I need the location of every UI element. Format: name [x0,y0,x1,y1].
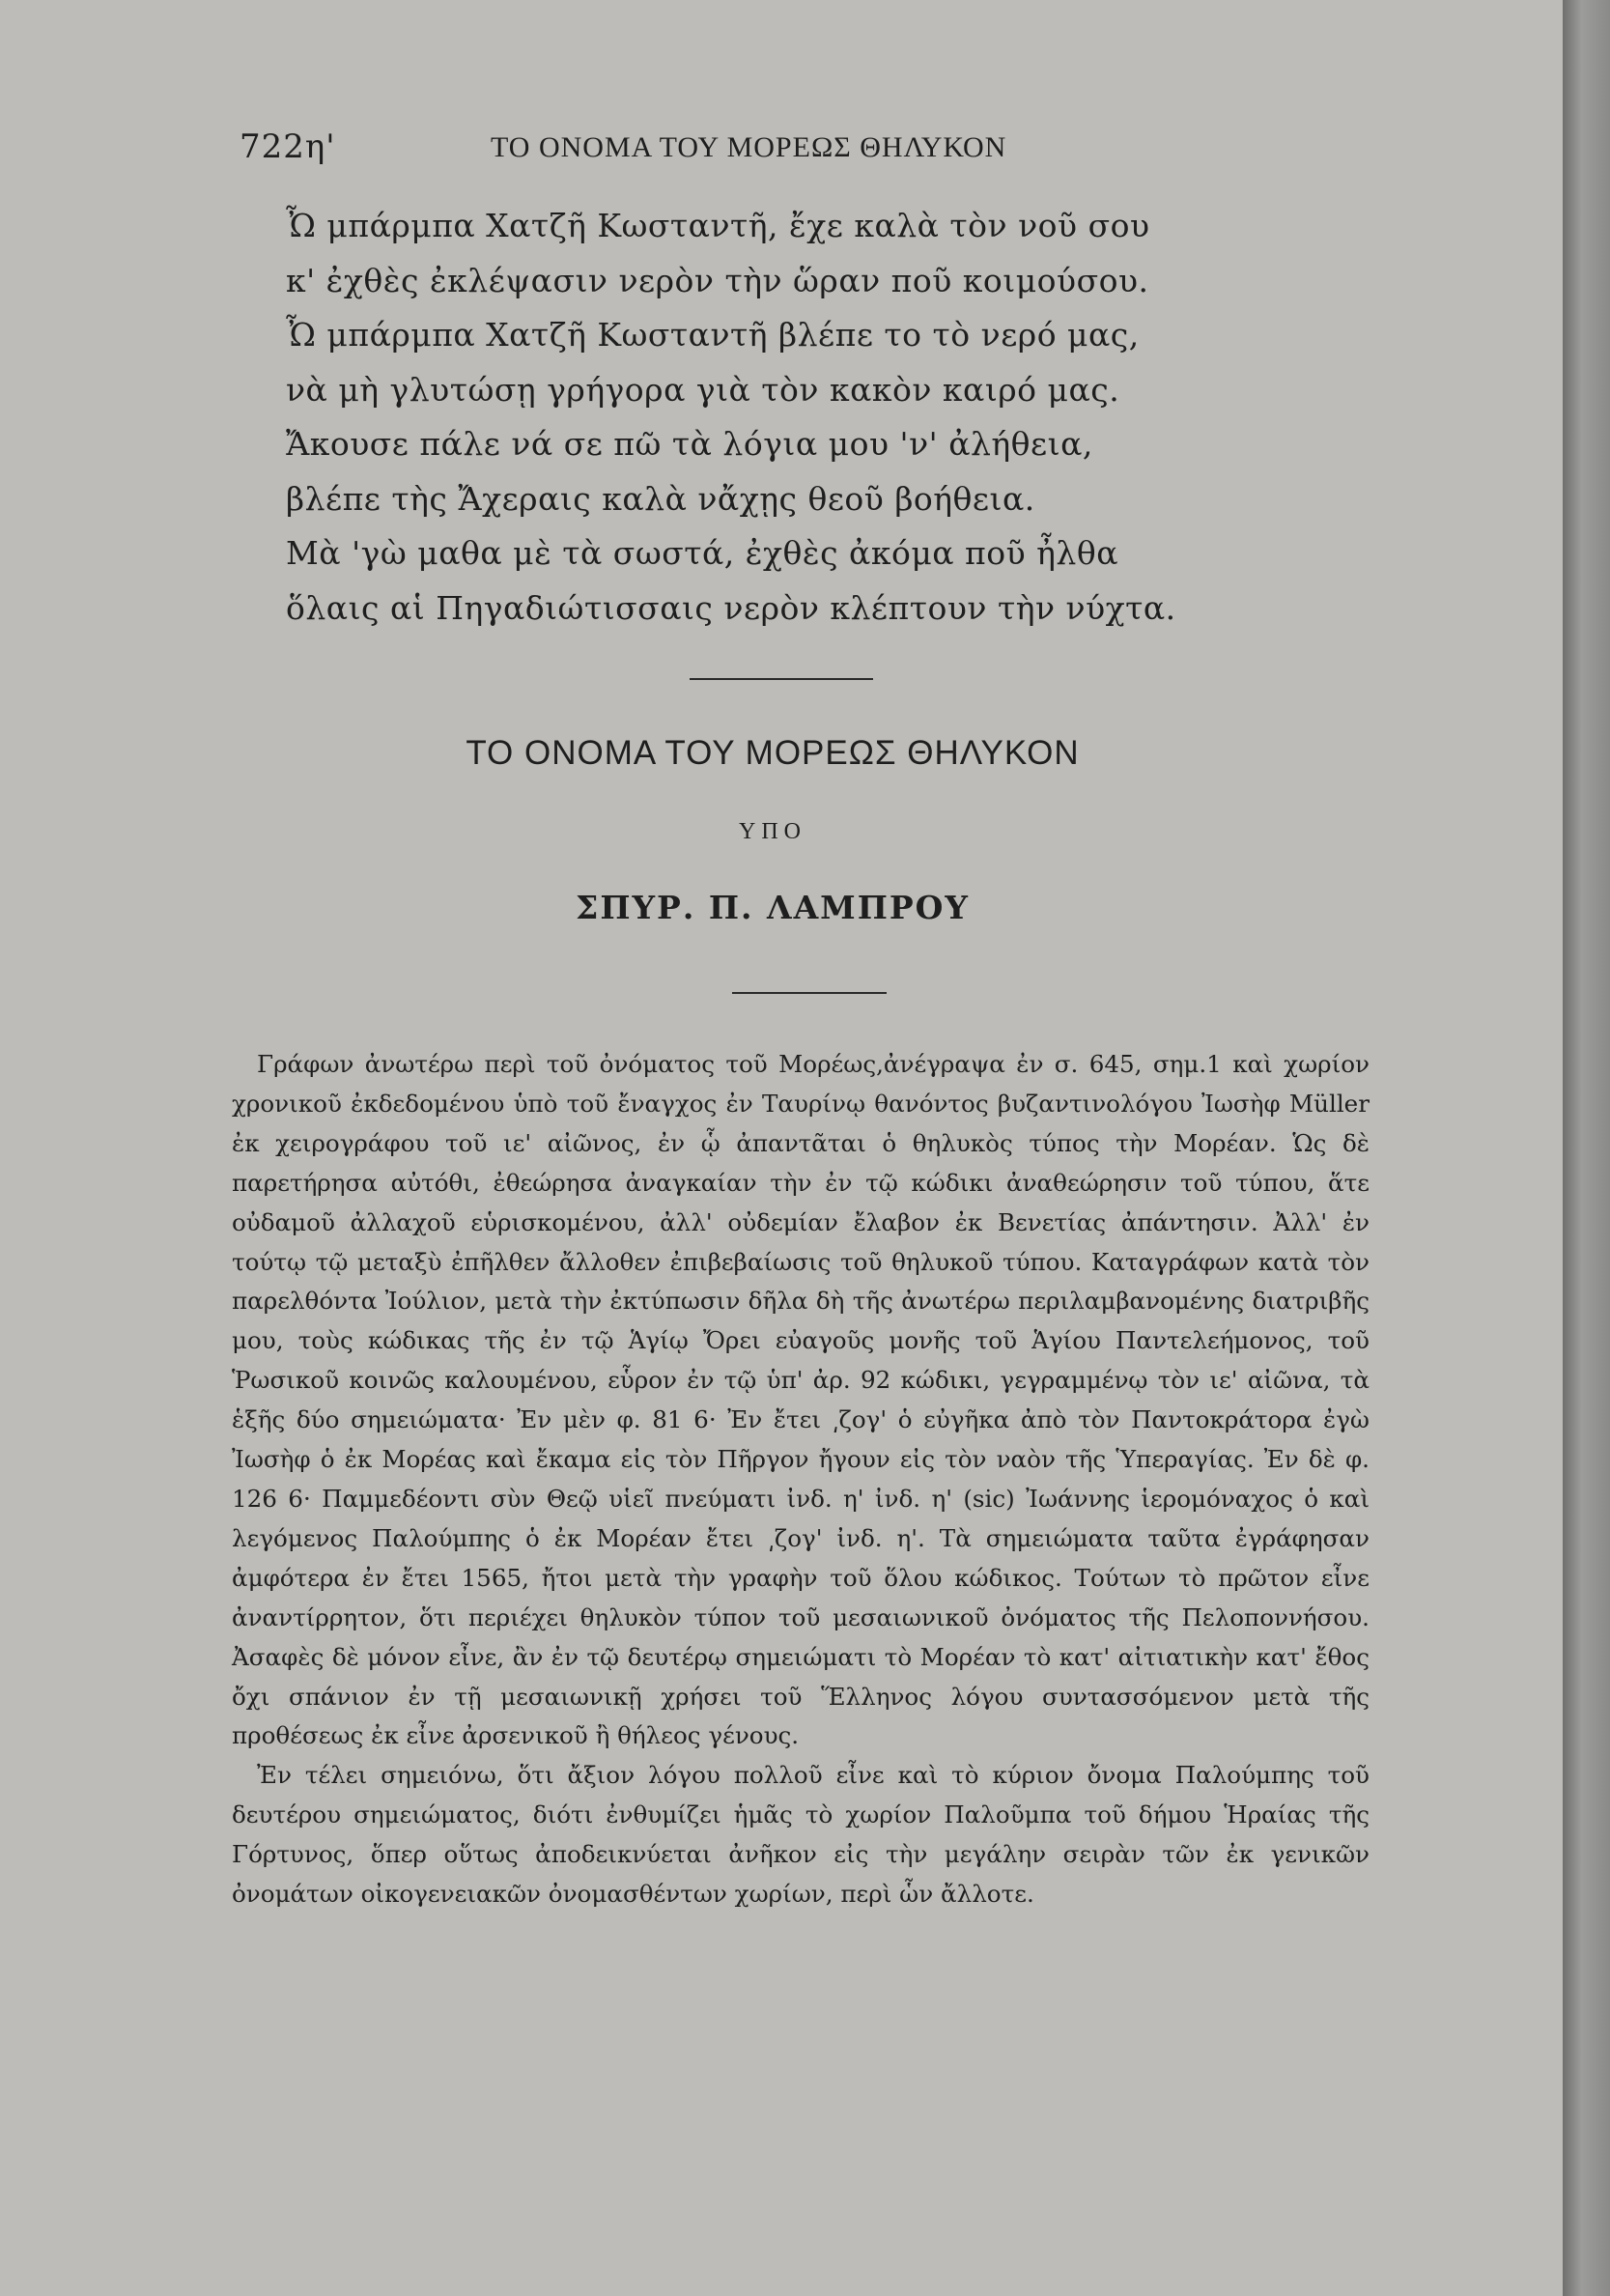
body-paragraph: Γράφων ἀνωτέρω περὶ τοῦ ὀνόματος τοῦ Μορέως,ἀνέγραψα ἐν σ. 645, σημ.1 καὶ χωρίον χρονικοῦ ἐκδεδομένου ὑπὸ τοῦ ἔναγχος ἐν Ταυρίνῳ θανόντος βυζαντινολόγου Ἰωσὴφ Müller ἐκ χειρογράφου τοῦ ιε' αἰῶνος, ἐν ᾧ ἀπαντᾶται ὁ θηλυκὸς τύπος τὴν Μορέαν. Ὡς δὲ παρετήρησα αὐτόθι, ἐθεώρησα ἀναγκαίαν τὴν ἐν τῷ κώδικι ἀναθεώρησιν τοῦ τύπου, ἅτε οὐδαμοῦ ἀλλαχοῦ εὑρισκομένου, ἀλλ' οὐδεμίαν ἔλαβον ἐκ Βενετίας ἀπάντησιν. Ἀλλ' ἐν τούτῳ τῷ μεταξὺ ἐπῆλθεν ἄλλοθεν ἐπιβεβαίωσις τοῦ θηλυκοῦ τύπου. Καταγράφων κατὰ τὸν παρελθόντα Ἰούλιον, μετὰ τὴν ἐκτύπωσιν δῆλα δὴ τῆς ἀνωτέρω περιλαμβανομένης διατριβῆς μου, τοὺς κώδικας τῆς ἐν τῷ Ἁγίῳ Ὄρει εὐαγοῦς μονῆς τοῦ Ἁγίου Παντελεήμονος, τοῦ Ῥωσικοῦ κοινῶς καλουμένου, εὗρον ἐν τῷ ὑπ' ἀρ. 92 κώδικι, γεγραμμένῳ τὸν ιε' αἰῶνα, τὰ ἑξῆς δύο σημειώματα· Ἐν μὲν φ. 81 6· Ἐν ἔτει ͵ζογ' ὁ εὐγῆκα ἀπὸ τὸν Παντοκράτορα ἐγὼ Ἰωσὴφ ὁ ἐκ Μορέας καὶ ἔκαμα εἰς τὸν Πῆργον ἤγουν εἰς τὸν ναὸν τῆς Ὑπεραγίας. Ἐν δὲ φ. 126 6· Παμμεδέοντι σὺν Θεῷ υἱεῖ πνεύματι ἰνδ. η' ἰνδ. η' (sic) Ἰωάννης ἱερομόναχος ὁ καὶ λεγόμενος Παλούμπης ὁ ἐκ Μορέαν ἔτει ͵ζογ' ἰνδ. η'. Τὰ σημειώματα ταῦτα ἐγράφησαν ἀμφότερα ἐν ἔτει 1565, ἤτοι μετὰ τὴν γραφὴν τοῦ ὅλου κώδικος. Τούτων τὸ πρῶτον εἶνε ἀναντίρρητον, ὅτι περιέχει θηλυκὸν τύπον τοῦ μεσαιωνικοῦ ὀνόματος τῆς Πελοποννήσου. Ἀσαφὲς δὲ μόνον εἶνε, ἂν ἐν τῷ δευτέρῳ σημειώματι τὸ Μορέαν τὸ κατ' αἰτιατικὴν κατ' ἔθος ὄχι σπάνιον ἐν τῇ μεσαιωνικῇ χρήσει τοῦ Ἕλληνος λόγου συντασσόμενον μετὰ τῆς προθέσεως ἐκ εἶνε ἀρσενικοῦ ἢ θήλεος γένους. [232,1050,1370,1750]
body-paragraph: Ἐν τέλει σημειόνω, ὅτι ἄξιον λόγου πολλοῦ εἶνε καὶ τὸ κύριον ὄνομα Παλούμπης τοῦ δευτέρου σημειώματος, διότι ἐνθυμίζει ἡμᾶς τὸ χωρίον Παλοῦμπα τοῦ δήμου Ἡραίας τῆς Γόρτυνος, ὅπερ οὕτως ἀποδεικνύεται ἀνῆκον εἰς τὴν μεγάλην σειρὰν τῶν ἐκ γενικῶν ὀνομάτων οἰκογενειακῶν ὀνομασθέντων χωρίων, περὶ ὧν ἄλλοτε. [232,1761,1370,1909]
running-title: ΤΟ ΟΝΟΜΑ ΤΟΥ ΜΟΡΕΩΣ ΘΗΛΥΚΟΝ [491,131,1007,163]
byline-label: ΥΠΟ [739,819,806,844]
article-body [232,1045,1370,1914]
poem-line: νὰ μὴ γλυτώσῃ γρήγορα γιὰ τὸν κακὸν καιρό μας. [286,370,1120,409]
page-edge-shadow [1563,0,1610,2296]
poem [286,199,1213,636]
title-divider [732,992,887,994]
page-header [240,128,1138,176]
section-divider [690,678,873,680]
poem-line: κ' ἐχθὲς ἐκλέψασιν νερὸν τὴν ὥραν ποῦ κοιμούσου. [286,261,1149,299]
poem-line: ὅλαις αἱ Πηγαδιώτισσαις νερὸν κλέπτουν τὴν νύχτα. [286,588,1176,627]
poem-line: Ὦ μπάρμπα Χατζῆ Κωσταντῆ βλέπε το τὸ νερό μας, [286,316,1140,354]
poem-line: Ὦ μπάρμπα Χατζῆ Κωσταντῆ, ἔχε καλὰ τὸν νοῦ σου [286,207,1150,244]
page-number: 722η' [240,128,336,166]
poem-line: Μὰ 'γὼ μαθα μὲ τὰ σωστά, ἐχθὲς ἀκόμα ποῦ ἦλθα [286,534,1118,572]
article-author: ΣΠΥΡ. Π. ΛΑΜΠΡΟΥ [575,889,970,926]
poem-line: βλέπε τὴς Ἄχεραις καλὰ νἄχῃς θεοῦ βοήθεια. [286,479,1035,518]
poem-line: Ἄκουσε πάλε νά σε πῶ τὰ λόγια μου 'ν' ἀλήθεια, [286,425,1093,463]
article-title: ΤΟ ΟΝΟΜΑ ΤΟΥ ΜΟΡΕΩΣ ΘΗΛΥΚΟΝ [466,734,1080,772]
